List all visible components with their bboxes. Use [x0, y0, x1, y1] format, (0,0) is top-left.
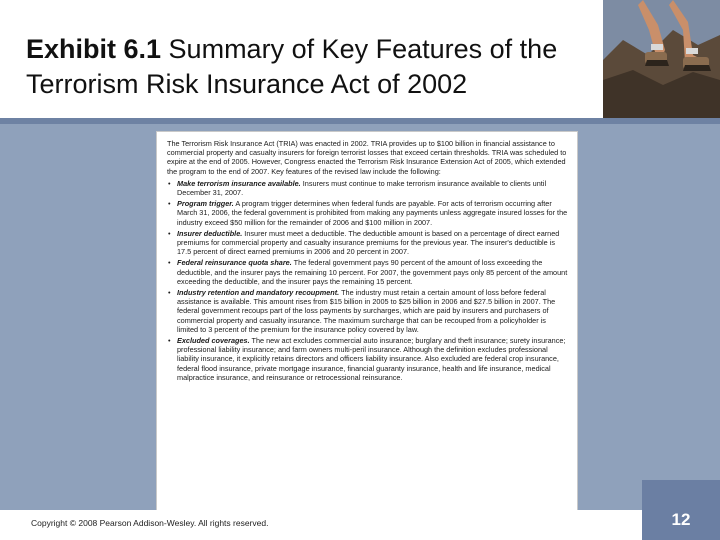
- feature-item: [167, 258, 569, 286]
- exhibit-intro: The Terrorism Risk Insurance Act (TRIA) was enacted in 2002. TRIA provides up to $100 billion in financial assistance to commercial property and casualty insurers for foreign terrorist losses that exceed certain thresholds. TRIA was scheduled to expire at the end of 2005. However, Congress enacted the Terrorism Risk Insurance Extension Act of 2005, which extended the program to the end of 2007. Key features of the revised law include the following:: [167, 139, 567, 176]
- bullet-icon: •: [168, 228, 171, 238]
- exhibit-document: [157, 132, 577, 512]
- page-number: 12: [671, 510, 691, 529]
- feature-lead: Federal reinsurance quota share.: [177, 258, 292, 268]
- hiker-photo: [603, 0, 720, 118]
- exhibit-number: Exhibit 6.1: [26, 34, 162, 64]
- feature-text: Insurers must continue to make terrorism insurance available to clients until December 31, 2007.: [177, 178, 547, 198]
- feature-list: [167, 179, 569, 382]
- feature-lead: Insurer deductible.: [177, 228, 243, 238]
- feature-item: [167, 336, 569, 382]
- title-text: Summary of Key Features of the Terrorism Risk Insurance Act of 2002: [26, 34, 558, 99]
- feature-lead: Make terrorism insurance available.: [177, 178, 301, 188]
- feature-text: The federal government pays 90 percent of the amount of loss exceeding the deductible, and the insurer pays the remaining 10 percent. For 2007, the government pays only 85 percent of the amount exceeding the deductible, and the insurer pays the remaining 15 percent.: [177, 258, 568, 286]
- feature-item: [167, 229, 569, 257]
- feature-text: The new act excludes commercial auto insurance; burglary and theft insurance; surety insurance; professional liability insurance; and farm owners multi-peril insurance. Although the definition excludes professional liability insurance, it explicitly retains directors and officers liability insurance. Also excluded are federal crop insurance, federal flood insurance, private mortgage insurance, financial guaranty insurance, health and life insurance, medical malpractice insurance, and reinsurance or retrocessional reinsurance.: [177, 336, 566, 382]
- feature-item: [167, 199, 569, 227]
- bullet-icon: •: [168, 178, 171, 188]
- band-stripe: [0, 118, 720, 124]
- slide-title: [26, 32, 586, 102]
- feature-lead: Industry retention and mandatory recoupment.: [177, 288, 340, 298]
- bullet-icon: •: [168, 258, 171, 268]
- feature-text: Insurer must meet a deductible. The deductible amount is based on a percentage of direct earned premiums for commercial property and casualty insurance premiums for the previous year. The insurer's deductible is 17.5 percent of direct earned premiums in 2006 and 20 percent in 2007.: [177, 228, 560, 257]
- feature-text: The industry must retain a certain amount of loss before federal assistance is available. This amount rises from $15 billion in 2005 to $25 billion in 2006 and $27.5 billion in 2007. The federal government recoups part of the loss payments by surcharges, which are paid by insurers and purchasers of commercial property and casualty insurance. The maximum surcharge that can be recouped from a policyholder is limited to 3 percent of the premium for the insurance policy covered by law.: [177, 288, 556, 334]
- feature-lead: Excluded coverages.: [177, 336, 250, 346]
- feature-item: [167, 179, 569, 197]
- feature-item: [167, 288, 569, 334]
- bullet-icon: •: [168, 199, 171, 209]
- bullet-icon: •: [168, 336, 171, 346]
- bullet-icon: •: [168, 288, 171, 298]
- page-number-box: [642, 480, 720, 540]
- feature-text: A program trigger determines when federal funds are payable. For acts of terrorism occurring after March 31, 2006, the federal government is prohibited from making any payments unless aggregate insured losses for the industry exceed $50 million for the remainder of 2006 and $100 million in 2007.: [177, 199, 568, 227]
- feature-lead: Program trigger.: [177, 199, 234, 209]
- copyright-notice: Copyright © 2008 Pearson Addison-Wesley. All rights reserved.: [31, 518, 269, 528]
- title-area: [0, 0, 720, 118]
